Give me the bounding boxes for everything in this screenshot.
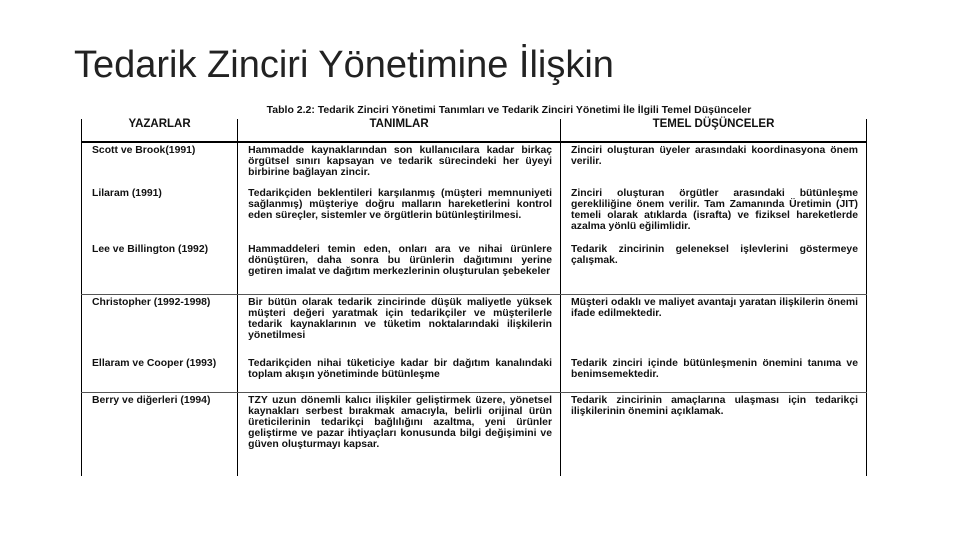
header-authors: YAZARLAR	[82, 119, 238, 142]
key-idea-cell: Zinciri oluşturan üyeler arasındaki koordinasyona önem verilir.	[561, 142, 867, 186]
definition-cell: TZY uzun dönemli kalıcı ilişkiler geliştirmek üzere, yönetsel kaynakları serbest bırakmak amacıyla, belirli orijinal ürün üreticilerinin tedarikçi bağlılığını azaltma, yeni ürünler geliştirme ve pazar ihtiyaçları konusunda bilgi değişimini ve güven oluşturmayı kapsar.	[238, 392, 561, 476]
table-caption: Tablo 2.2: Tedarik Zinciri Yönetimi Tanımları ve Tedarik Zinciri Yönetimi İle İlgili Temel Düşünceler	[266, 104, 752, 116]
table-row	[82, 356, 867, 392]
table-row	[82, 392, 867, 476]
definition-cell: Tedarikçiden nihai tüketiciye kadar bir dağıtım kanalındaki toplam akışın yönetiminde bütünleşme	[238, 356, 561, 392]
table-header-row	[82, 119, 867, 142]
table-row	[82, 186, 867, 242]
table-row	[82, 242, 867, 294]
author-cell: Christopher (1992-1998)	[82, 294, 238, 356]
key-idea-cell: Tedarik zincirinin geleneksel işlevlerini göstermeye çalışmak.	[561, 242, 867, 294]
key-idea-cell: Tedarik zinciri içinde bütünleşmenin önemini tanıma ve benimsemektedir.	[561, 356, 867, 392]
definition-cell: Tedarikçiden beklentileri karşılanmış (müşteri memnuniyeti sağlanmış) müşteriye doğru malların hareketlerini kontrol eden süreçler, sistemler ve örgütlerin bütünleştirilmesi.	[238, 186, 561, 242]
header-definitions: TANIMLAR	[238, 119, 561, 142]
slide-title: Tedarik Zinciri Yönetimine İlişkin	[74, 44, 614, 86]
definitions-table-image	[80, 103, 868, 488]
key-idea-cell: Müşteri odaklı ve maliyet avantajı yaratan ilişkilerin önemi ifade edilmektedir.	[561, 294, 867, 356]
author-cell: Scott ve Brook(1991)	[82, 142, 238, 186]
author-cell: Lee ve Billington (1992)	[82, 242, 238, 294]
author-cell: Berry ve diğerleri (1994)	[82, 392, 238, 476]
table-row	[82, 142, 867, 186]
author-cell: Ellaram ve Cooper (1993)	[82, 356, 238, 392]
key-idea-cell: Tedarik zincirinin amaçlarına ulaşması için tedarikçi ilişkilerinin önemini açıklamak.	[561, 392, 867, 476]
definitions-table	[81, 119, 867, 476]
definition-cell: Hammaddeleri temin eden, onları ara ve nihai ürünlere dönüştüren, daha sonra bu ürünlerin dağıtımını yerine getiren imalat ve dağıtım merkezlerinin oluşturulan şebekeler	[238, 242, 561, 294]
definition-cell: Bir bütün olarak tedarik zincirinde düşük maliyetle yüksek müşteri değeri yaratmak için tedarikçiler ve müşterilerle tedarik kaynaklarının ve tüketim noktalarındaki ilişkilerin yönetilmesi	[238, 294, 561, 356]
table-row	[82, 294, 867, 356]
author-cell: Lilaram (1991)	[82, 186, 238, 242]
key-idea-cell: Zinciri oluşturan örgütler arasındaki bütünleşme gerekliliğine önem verilir. Tam Zamanında Üretimin (JIT) temeli olarak atıklarda (israfta) ve fiziksel hareketlerde azalma yönlü eğilimlidir.	[561, 186, 867, 242]
header-key-ideas: TEMEL DÜŞÜNCELER	[561, 119, 867, 142]
definition-cell: Hammadde kaynaklarından son kullanıcılara kadar birkaç örgütsel sınırı kapsayan ve tedarik sürecindeki her üyeyi birbirine bağlayan zincir.	[238, 142, 561, 186]
